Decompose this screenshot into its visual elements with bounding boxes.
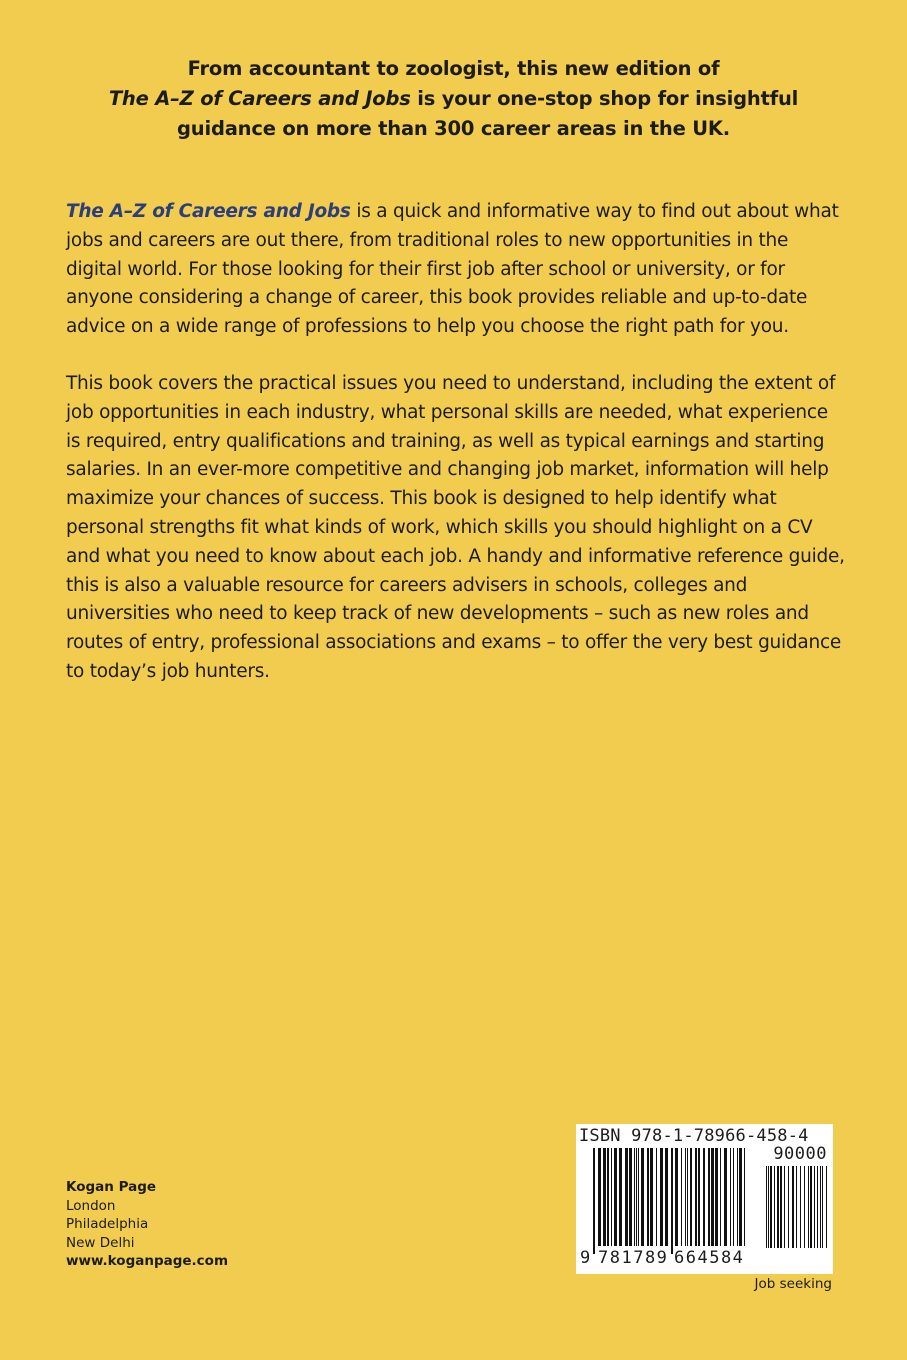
barcode-bar <box>737 1148 738 1246</box>
barcode-bar <box>641 1148 644 1246</box>
barcode-bar <box>715 1148 718 1246</box>
barcode-bar <box>814 1166 815 1248</box>
barcode-bar <box>685 1148 686 1246</box>
blurb-paragraph-2: This book covers the practical issues you need to understand, including the extent of job opportunities in each industry, what personal skills are needed, what experience is required, entry qualifications and training, as well as typical earnings and starting salaries. In an ever-more competitive and changing job market, information will help maximize your chances of success. This book is designed to help identify what personal strengths fit what kinds of work, which skills you should highlight on a CV and what you need to know about each job. A handy and informative reference guide, this is also a valuable resource for careers advisers in schools, colleges and universities who need to keep track of new developments – such as new roles and routes of entry, professional associations and exams – to offer the very best guidance to today’s job hunters. <box>66 372 845 682</box>
barcode-bar <box>780 1166 782 1248</box>
barcode-bar <box>708 1148 710 1246</box>
barcode-bar <box>687 1148 688 1246</box>
ean-first-digit: 9 <box>580 1248 591 1268</box>
headline-line-1: From accountant to zoologist, this new edition of <box>187 57 720 80</box>
barcode-bar <box>770 1166 772 1248</box>
barcode-bar <box>634 1148 635 1246</box>
barcode-bar <box>675 1148 678 1246</box>
price-code: 90000 <box>773 1144 827 1164</box>
barcode-bar <box>800 1166 801 1248</box>
barcode-bar <box>817 1166 818 1248</box>
barcode-bar <box>711 1148 714 1246</box>
barcode-bar <box>768 1166 769 1248</box>
blurb <box>66 198 846 715</box>
barcode-bar <box>603 1148 606 1246</box>
headline-line-3: guidance on more than 300 career areas in the UK. <box>177 117 730 140</box>
barcode-bar <box>656 1148 657 1246</box>
publisher-block <box>66 1178 228 1271</box>
barcode-bar <box>598 1148 601 1246</box>
barcode-bar <box>695 1148 697 1246</box>
publisher-url: www.koganpage.com <box>66 1253 229 1269</box>
barcode <box>576 1124 833 1274</box>
barcode-bar <box>792 1166 794 1248</box>
barcode-bar <box>625 1148 628 1246</box>
headline-line-2-rest: is your one-stop shop for insightful <box>410 87 799 110</box>
publisher-city-london: London <box>66 1197 116 1214</box>
publisher-city-new-delhi: New Delhi <box>66 1234 135 1251</box>
barcode-bar <box>650 1148 653 1246</box>
barcode-bar <box>619 1148 622 1246</box>
barcode-bar <box>810 1166 812 1248</box>
ean-right-digits: 664584 <box>674 1248 745 1268</box>
publisher-city-philadelphia: Philadelphia <box>66 1216 149 1232</box>
barcode-bar <box>607 1148 609 1246</box>
barcode-bar <box>698 1148 700 1246</box>
barcode-bar <box>820 1166 821 1248</box>
barcode-bar <box>777 1166 779 1248</box>
barcode-bar <box>730 1148 731 1246</box>
barcode-bar <box>739 1148 742 1246</box>
headline-line-2 <box>60 84 847 114</box>
blurb-book-title: The A–Z of Careers and Jobs <box>66 201 351 222</box>
headline <box>60 54 847 144</box>
barcode-bar <box>611 1148 612 1246</box>
barcode-bar <box>720 1148 721 1246</box>
ean-left-digits: 781789 <box>598 1248 669 1268</box>
barcode-bar <box>744 1148 745 1246</box>
isbn-label: ISBN 978-1-78966-458-4 <box>579 1126 809 1146</box>
barcode-bar <box>660 1148 663 1246</box>
blurb-paragraph-1 <box>66 198 846 342</box>
barcode-bar <box>822 1166 823 1248</box>
barcode-bar <box>614 1148 617 1246</box>
barcode-bar <box>629 1148 632 1246</box>
barcode-bar <box>733 1148 734 1246</box>
barcode-bar <box>703 1148 705 1246</box>
barcode-bar <box>826 1166 827 1248</box>
barcode-bar <box>647 1148 649 1246</box>
barcode-bar <box>774 1166 775 1248</box>
headline-book-title: The A–Z of Careers and Jobs <box>108 87 411 110</box>
barcode-bar <box>766 1166 767 1248</box>
barcode-bar <box>681 1148 682 1246</box>
barcode-bar <box>636 1148 637 1246</box>
publisher-name: Kogan Page <box>66 1179 157 1195</box>
barcode-bar <box>671 1148 673 1254</box>
barcode-bar <box>665 1148 668 1246</box>
barcode-bar <box>724 1148 727 1246</box>
barcode-bar <box>638 1148 639 1246</box>
barcode-bar <box>690 1148 692 1246</box>
barcode-bar <box>788 1166 789 1248</box>
barcode-bar <box>784 1166 785 1248</box>
barcode-bar <box>796 1166 797 1248</box>
blurb-paragraph-1-text: is a quick and informative way to find out about what jobs and careers are out there, from traditional roles to new opportunities in the digital world. For those looking for their first job after school or university, or for anyone considering a change of career, this book provides reliable and up-to-date advice on a wide range of professions to help you choose the right path for you. <box>66 201 839 338</box>
barcode-bar <box>808 1166 809 1248</box>
barcode-bar <box>804 1166 805 1248</box>
category-label: Job seeking <box>754 1276 832 1292</box>
barcode-bar <box>593 1148 595 1254</box>
